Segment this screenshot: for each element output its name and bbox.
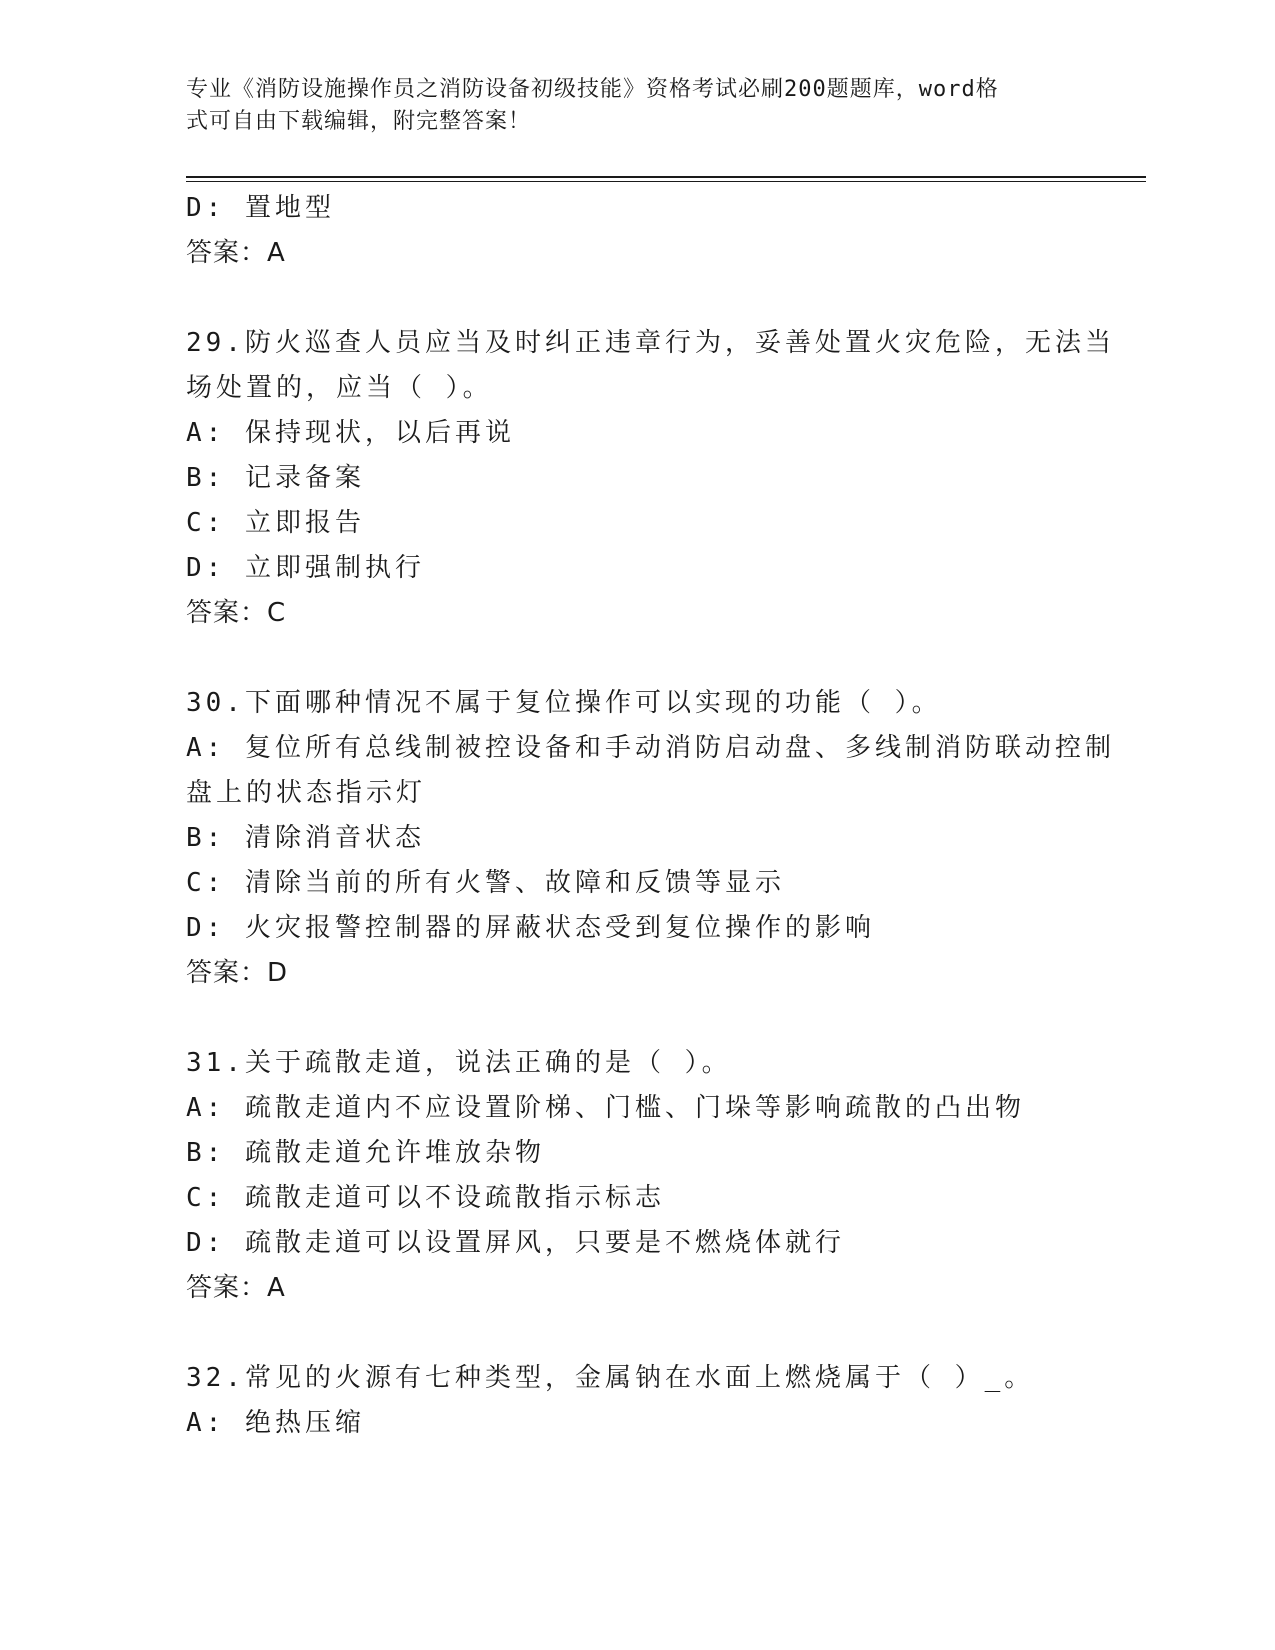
option-a: A: 绝热压缩 bbox=[186, 1408, 365, 1438]
page-header bbox=[186, 74, 1066, 138]
question-stem: 31.关于疏散走道，说法正确的是（ ）。 bbox=[186, 1048, 732, 1078]
spacer bbox=[186, 276, 1086, 321]
header-line-1: 专业《消防设施操作员之消防设备初级技能》资格考试必刷200题题库，word格 bbox=[186, 77, 999, 102]
prev-answer: 答案：A bbox=[186, 238, 286, 268]
question-32 bbox=[186, 1356, 1086, 1446]
option-b: B: 记录备案 bbox=[186, 463, 365, 493]
option-d: D: 火灾报警控制器的屏蔽状态受到复位操作的影响 bbox=[186, 913, 875, 943]
spacer bbox=[186, 1311, 1086, 1356]
question-content bbox=[186, 186, 1115, 1446]
answer: 答案：D bbox=[186, 958, 289, 988]
header-divider-thin bbox=[186, 181, 1146, 182]
question-stem: 29.防火巡查人员应当及时纠正违章行为，妥善处置火灾危险，无法当 bbox=[186, 328, 1115, 358]
question-30 bbox=[186, 681, 1115, 996]
question-stem: 30.下面哪种情况不属于复位操作可以实现的功能（ ）。 bbox=[186, 688, 942, 718]
answer: 答案：C bbox=[186, 598, 287, 628]
option-c: C: 疏散走道可以不设疏散指示标志 bbox=[186, 1183, 665, 1213]
question-stem-continued: 场处置的，应当（ ）。 bbox=[186, 373, 493, 403]
header-line-2: 式可自由下载编辑，附完整答案！ bbox=[186, 109, 532, 134]
option-d: D: 立即强制执行 bbox=[186, 553, 425, 583]
question-stem: 32.常见的火源有七种类型，金属钠在水面上燃烧属于（ ）_。 bbox=[186, 1363, 1035, 1393]
spacer bbox=[186, 996, 1086, 1041]
question-31 bbox=[186, 1041, 1086, 1311]
header-divider-thick bbox=[186, 176, 1146, 178]
option-c: C: 立即报告 bbox=[186, 508, 365, 538]
option-a: A: 疏散走道内不应设置阶梯、门槛、门垛等影响疏散的凸出物 bbox=[186, 1093, 1025, 1123]
option-a: A: 复位所有总线制被控设备和手动消防启动盘、多线制消防联动控制 bbox=[186, 733, 1115, 763]
option-d: D: 疏散走道可以设置屏风，只要是不燃烧体就行 bbox=[186, 1228, 845, 1258]
answer: 答案：A bbox=[186, 1273, 286, 1303]
option-c: C: 清除当前的所有火警、故障和反馈等显示 bbox=[186, 868, 785, 898]
option-b: B: 清除消音状态 bbox=[186, 823, 425, 853]
prev-option-d: D: 置地型 bbox=[186, 193, 335, 223]
spacer bbox=[186, 636, 1086, 681]
question-29 bbox=[186, 321, 1115, 636]
option-b: B: 疏散走道允许堆放杂物 bbox=[186, 1138, 545, 1168]
option-a: A: 保持现状，以后再说 bbox=[186, 418, 515, 448]
option-a-continued: 盘上的状态指示灯 bbox=[186, 778, 427, 808]
